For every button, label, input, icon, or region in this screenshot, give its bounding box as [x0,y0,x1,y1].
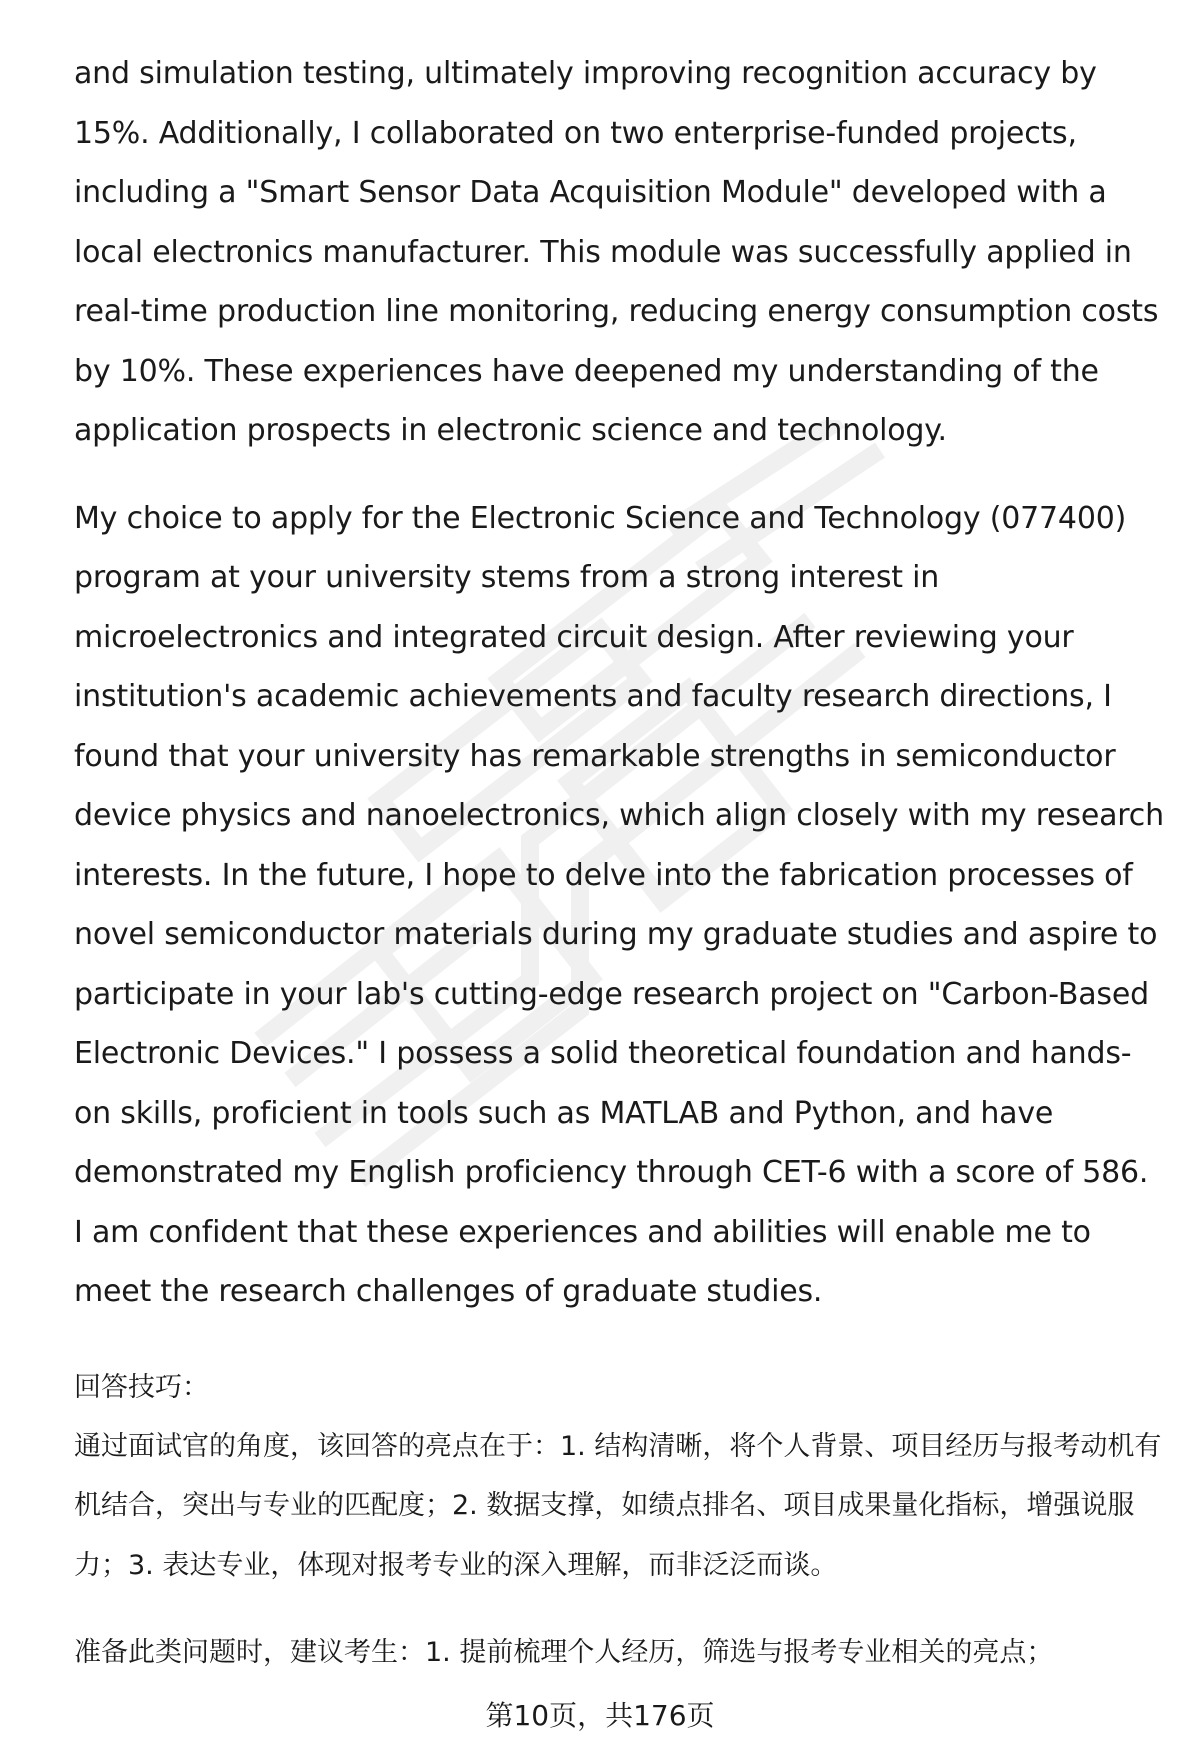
paragraph-project-experience: and simulation testing, ultimately improving recognition accuracy by 15%. Additionally, I collaborated on two enterprise-funded projects, including a "Smart Sensor Data Acquisition Module" developed with a local electronics manufacturer. This module was successfully applied in real-time production line monitoring, reducing energy consumption costs by 10%. These experiences have deepened my understanding of the application prospects in electronic science and technology. [74,56,1159,448]
tips-heading: 回答技巧： [74,1371,209,1403]
tips-body: 通过面试官的角度，该回答的亮点在于：1. 结构清晰，将个人背景、项目经历与报考动机有机结合，突出与专业的匹配度；2. 数据支撑，如绩点排名、项目成果量化指标，增强说服力；3. 表达专业，体现对报考专业的深入理解，而非泛泛而谈。 [74,1430,1162,1581]
document-page [74,44,1164,1683]
paragraph-application-motivation: My choice to apply for the Electronic Science and Technology (077400) program at your university stems from a strong interest in microelectronics and integrated circuit design. After reviewing your institution's academic achievements and faculty research directions, I found that your university has remarkable strengths in semiconductor device physics and nanoelectronics, which align closely with my research interests. In the future, I hope to delve into the fabrication processes of novel semiconductor materials during my graduate studies and aspire to participate in your lab's cutting-edge research project on "Carbon-Based Electronic Devices." I possess a solid theoretical foundation and hands-on skills, proficient in tools such as MATLAB and Python, and have demonstrated my English proficiency through CET-6 with a score of 586. I am confident that these experiences and abilities will enable me to meet the research challenges of graduate studies. [74,500,1164,1309]
page-number-footer: 第10页，共176页 [485,1699,715,1732]
advice-paragraph: 准备此类问题时，建议考生：1. 提前梳理个人经历，筛选与报考专业相关的亮点； [74,1637,1054,1668]
